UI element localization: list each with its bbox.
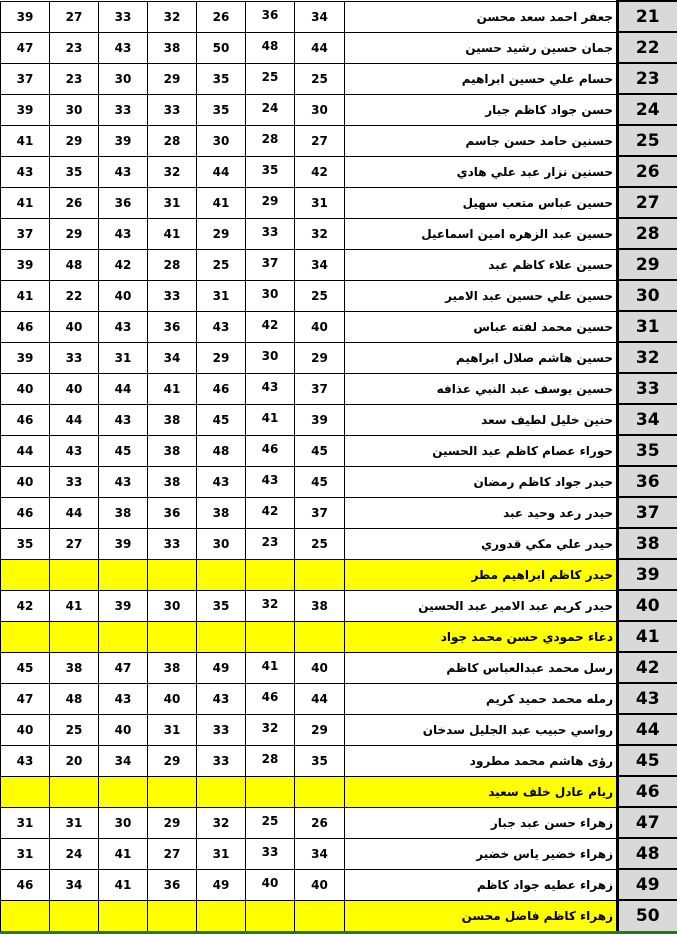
student-name-cell-r42[interactable]: رسل محمد عبدالعباس كاظم — [345, 652, 618, 683]
score-cell-r37-c2[interactable]: 44 — [50, 497, 99, 528]
score-cell-r36-c2[interactable]: 33 — [50, 466, 99, 497]
score-cell-r42-c5[interactable]: 49 — [197, 652, 246, 683]
score-cell-r29-c5[interactable]: 25 — [197, 249, 246, 280]
score-cell-r34-c5[interactable]: 45 — [197, 404, 246, 435]
score-cell-r43-c1[interactable]: 47 — [1, 683, 50, 714]
student-name-cell-r32[interactable]: حسين هاشم صلال ابراهيم — [345, 342, 618, 373]
score-cell-r21-c7[interactable]: 34 — [295, 1, 345, 32]
table-row — [1, 249, 677, 280]
score-cell-r24-c2[interactable]: 30 — [50, 94, 99, 125]
score-cell-r49-c5[interactable]: 49 — [197, 869, 246, 900]
score-cell-r40-c3[interactable]: 39 — [99, 590, 148, 621]
student-name-cell-r37[interactable]: حيدر رعد وحيد عبد — [345, 497, 618, 528]
score-cell-r21-c3[interactable]: 33 — [99, 1, 148, 32]
score-cell-r41-c7[interactable] — [295, 621, 345, 652]
score-cell-r22-c4[interactable]: 38 — [148, 32, 197, 63]
score-cell-r40-c4[interactable]: 30 — [148, 590, 197, 621]
student-name-cell-r35[interactable]: حوراء عصام كاظم عبد الحسين — [345, 435, 618, 466]
score-cell-r38-c4[interactable]: 33 — [148, 528, 197, 559]
score-cell-r36-c4[interactable]: 38 — [148, 466, 197, 497]
score-cell-r47-c7[interactable]: 26 — [295, 807, 345, 838]
score-cell-r43-c2[interactable]: 48 — [50, 683, 99, 714]
score-cell-r39-c1[interactable] — [1, 559, 50, 590]
grade-table-body — [1, 1, 677, 932]
score-cell-r38-c7[interactable]: 25 — [295, 528, 345, 559]
score-cell-r37-c6[interactable]: 42 — [246, 497, 295, 528]
score-cell-r23-c2[interactable]: 23 — [50, 63, 99, 94]
score-cell-r39-c4[interactable] — [148, 559, 197, 590]
score-cell-r38-c6[interactable]: 23 — [246, 528, 295, 559]
score-cell-r23-c7[interactable]: 25 — [295, 63, 345, 94]
score-cell-r22-c5[interactable]: 50 — [197, 32, 246, 63]
student-name-cell-r34[interactable]: حنين خليل لطيف سعد — [345, 404, 618, 435]
row-header-49[interactable]: 49 — [618, 869, 677, 900]
row-header-45[interactable]: 45 — [618, 745, 677, 776]
score-cell-r50-c4[interactable] — [148, 900, 197, 932]
table-row — [1, 869, 677, 900]
score-cell-r47-c6[interactable]: 25 — [246, 807, 295, 838]
row-header-26[interactable]: 26 — [618, 156, 677, 187]
score-cell-r26-c6[interactable]: 35 — [246, 156, 295, 187]
score-cell-r48-c7[interactable]: 34 — [295, 838, 345, 869]
score-cell-r48-c3[interactable]: 41 — [99, 838, 148, 869]
score-cell-r34-c6[interactable]: 41 — [246, 404, 295, 435]
score-cell-r34-c4[interactable]: 38 — [148, 404, 197, 435]
score-cell-r40-c5[interactable]: 35 — [197, 590, 246, 621]
score-cell-r29-c6[interactable]: 37 — [246, 249, 295, 280]
score-cell-r26-c2[interactable]: 35 — [50, 156, 99, 187]
score-cell-r50-c2[interactable] — [50, 900, 99, 932]
score-cell-r39-c7[interactable] — [295, 559, 345, 590]
score-cell-r25-c7[interactable]: 27 — [295, 125, 345, 156]
score-cell-r24-c4[interactable]: 33 — [148, 94, 197, 125]
score-cell-r39-c3[interactable] — [99, 559, 148, 590]
student-name-cell-r50[interactable]: زهراء كاظم فاضل محسن — [345, 900, 618, 932]
score-cell-r30-c6[interactable]: 30 — [246, 280, 295, 311]
score-cell-r31-c3[interactable]: 43 — [99, 311, 148, 342]
row-header-50[interactable]: 50 — [618, 900, 677, 932]
table-row — [1, 838, 677, 869]
score-cell-r44-c5[interactable]: 33 — [197, 714, 246, 745]
score-cell-r42-c6[interactable]: 41 — [246, 652, 295, 683]
student-name-cell-r38[interactable]: حيدر علي مكي قدوري — [345, 528, 618, 559]
student-name-cell-r22[interactable]: جمان حسين رشيد حسين — [345, 32, 618, 63]
table-row — [1, 900, 677, 932]
score-cell-r33-c6[interactable]: 43 — [246, 373, 295, 404]
score-cell-r30-c4[interactable]: 33 — [148, 280, 197, 311]
table-row — [1, 652, 677, 683]
score-cell-r37-c4[interactable]: 36 — [148, 497, 197, 528]
row-header-30[interactable]: 30 — [618, 280, 677, 311]
student-name-cell-r30[interactable]: حسين علي حسين عبد الامير — [345, 280, 618, 311]
score-cell-r32-c4[interactable]: 34 — [148, 342, 197, 373]
score-cell-r25-c6[interactable]: 28 — [246, 125, 295, 156]
score-cell-r44-c6[interactable]: 32 — [246, 714, 295, 745]
score-cell-r33-c4[interactable]: 41 — [148, 373, 197, 404]
table-row — [1, 280, 677, 311]
row-header-23[interactable]: 23 — [618, 63, 677, 94]
student-name-cell-r26[interactable]: حسنين نزار عبد علي هادي — [345, 156, 618, 187]
score-cell-r34-c3[interactable]: 43 — [99, 404, 148, 435]
score-cell-r30-c1[interactable]: 41 — [1, 280, 50, 311]
score-cell-r27-c7[interactable]: 31 — [295, 187, 345, 218]
score-cell-r26-c4[interactable]: 32 — [148, 156, 197, 187]
row-header-24[interactable]: 24 — [618, 94, 677, 125]
student-name-cell-r47[interactable]: زهراء حسن عبد جبار — [345, 807, 618, 838]
score-cell-r49-c3[interactable]: 41 — [99, 869, 148, 900]
table-row — [1, 559, 677, 590]
score-cell-r33-c5[interactable]: 46 — [197, 373, 246, 404]
score-cell-r41-c5[interactable] — [197, 621, 246, 652]
score-cell-r30-c3[interactable]: 40 — [99, 280, 148, 311]
row-header-42[interactable]: 42 — [618, 652, 677, 683]
score-cell-r41-c4[interactable] — [148, 621, 197, 652]
score-cell-r36-c1[interactable]: 40 — [1, 466, 50, 497]
score-cell-r22-c1[interactable]: 47 — [1, 32, 50, 63]
row-header-44[interactable]: 44 — [618, 714, 677, 745]
score-cell-r27-c3[interactable]: 36 — [99, 187, 148, 218]
table-row — [1, 590, 677, 621]
score-cell-r35-c3[interactable]: 45 — [99, 435, 148, 466]
student-name-cell-r24[interactable]: حسن جواد كاظم جبار — [345, 94, 618, 125]
table-row — [1, 156, 677, 187]
score-cell-r43-c6[interactable]: 46 — [246, 683, 295, 714]
score-cell-r31-c7[interactable]: 40 — [295, 311, 345, 342]
score-cell-r24-c5[interactable]: 35 — [197, 94, 246, 125]
table-row — [1, 497, 677, 528]
score-cell-r50-c6[interactable] — [246, 900, 295, 932]
table-row — [1, 404, 677, 435]
score-cell-r36-c3[interactable]: 43 — [99, 466, 148, 497]
table-row — [1, 1, 677, 32]
table-row — [1, 32, 677, 63]
row-header-37[interactable]: 37 — [618, 497, 677, 528]
score-cell-r30-c5[interactable]: 31 — [197, 280, 246, 311]
score-cell-r45-c1[interactable]: 43 — [1, 745, 50, 776]
score-cell-r37-c1[interactable]: 46 — [1, 497, 50, 528]
score-cell-r39-c6[interactable] — [246, 559, 295, 590]
score-cell-r47-c1[interactable]: 31 — [1, 807, 50, 838]
row-header-46[interactable]: 46 — [618, 776, 677, 807]
score-cell-r42-c2[interactable]: 38 — [50, 652, 99, 683]
student-name-cell-r43[interactable]: رمله محمد حميد كريم — [345, 683, 618, 714]
score-cell-r47-c4[interactable]: 29 — [148, 807, 197, 838]
score-cell-r26-c1[interactable]: 43 — [1, 156, 50, 187]
score-cell-r29-c7[interactable]: 34 — [295, 249, 345, 280]
score-cell-r27-c4[interactable]: 31 — [148, 187, 197, 218]
student-name-cell-r45[interactable]: رؤى هاشم محمد مطرود — [345, 745, 618, 776]
student-name-cell-r29[interactable]: حسين علاء كاظم عبد — [345, 249, 618, 280]
score-cell-r32-c1[interactable]: 39 — [1, 342, 50, 373]
score-cell-r26-c7[interactable]: 42 — [295, 156, 345, 187]
score-cell-r37-c5[interactable]: 38 — [197, 497, 246, 528]
score-cell-r42-c3[interactable]: 47 — [99, 652, 148, 683]
score-cell-r28-c2[interactable]: 29 — [50, 218, 99, 249]
score-cell-r47-c2[interactable]: 31 — [50, 807, 99, 838]
score-cell-r48-c1[interactable]: 31 — [1, 838, 50, 869]
student-name-cell-r40[interactable]: حيدر كريم عبد الامير عبد الحسين — [345, 590, 618, 621]
score-cell-r45-c2[interactable]: 20 — [50, 745, 99, 776]
score-cell-r41-c1[interactable] — [1, 621, 50, 652]
table-row — [1, 683, 677, 714]
score-cell-r40-c6[interactable]: 32 — [246, 590, 295, 621]
table-row — [1, 621, 677, 652]
table-row — [1, 528, 677, 559]
score-cell-r38-c1[interactable]: 35 — [1, 528, 50, 559]
score-cell-r38-c5[interactable]: 30 — [197, 528, 246, 559]
score-cell-r28-c4[interactable]: 41 — [148, 218, 197, 249]
score-cell-r23-c1[interactable]: 37 — [1, 63, 50, 94]
score-cell-r29-c3[interactable]: 42 — [99, 249, 148, 280]
score-cell-r49-c4[interactable]: 36 — [148, 869, 197, 900]
score-cell-r32-c7[interactable]: 29 — [295, 342, 345, 373]
score-cell-r49-c1[interactable]: 46 — [1, 869, 50, 900]
score-cell-r48-c5[interactable]: 31 — [197, 838, 246, 869]
row-header-28[interactable]: 28 — [618, 218, 677, 249]
student-name-cell-r31[interactable]: حسين محمد لفته عباس — [345, 311, 618, 342]
row-header-25[interactable]: 25 — [618, 125, 677, 156]
score-cell-r41-c3[interactable] — [99, 621, 148, 652]
score-cell-r49-c7[interactable]: 40 — [295, 869, 345, 900]
score-cell-r28-c7[interactable]: 32 — [295, 218, 345, 249]
table-row — [1, 745, 677, 776]
score-cell-r49-c6[interactable]: 40 — [246, 869, 295, 900]
row-header-47[interactable]: 47 — [618, 807, 677, 838]
score-cell-r41-c6[interactable] — [246, 621, 295, 652]
score-cell-r45-c3[interactable]: 34 — [99, 745, 148, 776]
score-cell-r45-c6[interactable]: 28 — [246, 745, 295, 776]
student-name-cell-r46[interactable]: ريام عادل خلف سعيد — [345, 776, 618, 807]
table-row — [1, 218, 677, 249]
score-cell-r40-c7[interactable]: 38 — [295, 590, 345, 621]
score-cell-r34-c7[interactable]: 39 — [295, 404, 345, 435]
score-cell-r22-c3[interactable]: 43 — [99, 32, 148, 63]
score-cell-r35-c6[interactable]: 46 — [246, 435, 295, 466]
student-name-cell-r23[interactable]: حسام علي حسين ابراهيم — [345, 63, 618, 94]
score-cell-r26-c5[interactable]: 44 — [197, 156, 246, 187]
score-cell-r33-c7[interactable]: 37 — [295, 373, 345, 404]
score-cell-r28-c6[interactable]: 33 — [246, 218, 295, 249]
score-cell-r48-c2[interactable]: 24 — [50, 838, 99, 869]
row-header-36[interactable]: 36 — [618, 466, 677, 497]
score-cell-r39-c2[interactable] — [50, 559, 99, 590]
score-cell-r29-c4[interactable]: 28 — [148, 249, 197, 280]
score-cell-r25-c2[interactable]: 29 — [50, 125, 99, 156]
score-cell-r23-c6[interactable]: 25 — [246, 63, 295, 94]
score-cell-r35-c2[interactable]: 43 — [50, 435, 99, 466]
row-header-29[interactable]: 29 — [618, 249, 677, 280]
table-row — [1, 373, 677, 404]
score-cell-r29-c1[interactable]: 39 — [1, 249, 50, 280]
student-name-cell-r36[interactable]: حيدر جواد كاظم رمضان — [345, 466, 618, 497]
score-cell-r44-c2[interactable]: 25 — [50, 714, 99, 745]
table-row — [1, 187, 677, 218]
score-cell-r41-c2[interactable] — [50, 621, 99, 652]
score-cell-r47-c3[interactable]: 30 — [99, 807, 148, 838]
score-cell-r50-c7[interactable] — [295, 900, 345, 932]
score-cell-r27-c2[interactable]: 26 — [50, 187, 99, 218]
score-cell-r38-c2[interactable]: 27 — [50, 528, 99, 559]
score-cell-r21-c5[interactable]: 26 — [197, 1, 246, 32]
score-cell-r37-c7[interactable]: 37 — [295, 497, 345, 528]
table-row — [1, 94, 677, 125]
row-header-41[interactable]: 41 — [618, 621, 677, 652]
student-name-cell-r33[interactable]: حسين يوسف عبد النبي عذافه — [345, 373, 618, 404]
score-cell-r44-c7[interactable]: 29 — [295, 714, 345, 745]
score-cell-r25-c4[interactable]: 28 — [148, 125, 197, 156]
score-cell-r30-c7[interactable]: 25 — [295, 280, 345, 311]
score-cell-r48-c4[interactable]: 27 — [148, 838, 197, 869]
student-name-cell-r41[interactable]: دعاء حمودي حسن محمد جواد — [345, 621, 618, 652]
score-cell-r39-c5[interactable] — [197, 559, 246, 590]
score-cell-r24-c3[interactable]: 33 — [99, 94, 148, 125]
score-cell-r22-c6[interactable]: 48 — [246, 32, 295, 63]
score-cell-r26-c3[interactable]: 43 — [99, 156, 148, 187]
score-cell-r35-c1[interactable]: 44 — [1, 435, 50, 466]
student-name-cell-r48[interactable]: زهراء خضير ياس خضير — [345, 838, 618, 869]
score-cell-r24-c7[interactable]: 30 — [295, 94, 345, 125]
row-header-33[interactable]: 33 — [618, 373, 677, 404]
score-cell-r27-c5[interactable]: 41 — [197, 187, 246, 218]
score-cell-r22-c2[interactable]: 23 — [50, 32, 99, 63]
score-cell-r24-c6[interactable]: 24 — [246, 94, 295, 125]
score-cell-r32-c2[interactable]: 33 — [50, 342, 99, 373]
row-header-21[interactable]: 21 — [618, 1, 677, 32]
score-cell-r50-c1[interactable] — [1, 900, 50, 932]
table-row — [1, 807, 677, 838]
score-cell-r36-c5[interactable]: 43 — [197, 466, 246, 497]
table-row — [1, 714, 677, 745]
score-cell-r40-c2[interactable]: 41 — [50, 590, 99, 621]
score-cell-r44-c3[interactable]: 40 — [99, 714, 148, 745]
score-cell-r32-c6[interactable]: 30 — [246, 342, 295, 373]
score-cell-r31-c4[interactable]: 36 — [148, 311, 197, 342]
score-cell-r31-c2[interactable]: 40 — [50, 311, 99, 342]
score-cell-r50-c5[interactable] — [197, 900, 246, 932]
score-cell-r40-c1[interactable]: 42 — [1, 590, 50, 621]
score-cell-r35-c4[interactable]: 38 — [148, 435, 197, 466]
score-cell-r44-c4[interactable]: 31 — [148, 714, 197, 745]
score-cell-r42-c4[interactable]: 38 — [148, 652, 197, 683]
score-cell-r48-c6[interactable]: 33 — [246, 838, 295, 869]
row-header-40[interactable]: 40 — [618, 590, 677, 621]
score-cell-r34-c2[interactable]: 44 — [50, 404, 99, 435]
score-cell-r45-c5[interactable]: 33 — [197, 745, 246, 776]
score-cell-r27-c6[interactable]: 29 — [246, 187, 295, 218]
score-cell-r43-c7[interactable]: 44 — [295, 683, 345, 714]
student-name-cell-r25[interactable]: حسنين حامد حسن جاسم — [345, 125, 618, 156]
table-row — [1, 63, 677, 94]
score-cell-r32-c5[interactable]: 29 — [197, 342, 246, 373]
row-header-38[interactable]: 38 — [618, 528, 677, 559]
score-cell-r43-c4[interactable]: 40 — [148, 683, 197, 714]
score-cell-r29-c2[interactable]: 48 — [50, 249, 99, 280]
score-cell-r30-c2[interactable]: 22 — [50, 280, 99, 311]
score-cell-r36-c6[interactable]: 43 — [246, 466, 295, 497]
student-name-cell-r28[interactable]: حسين عبد الزهره امين اسماعيل — [345, 218, 618, 249]
score-cell-r23-c3[interactable]: 30 — [99, 63, 148, 94]
score-cell-r35-c5[interactable]: 48 — [197, 435, 246, 466]
score-cell-r45-c7[interactable]: 35 — [295, 745, 345, 776]
score-cell-r42-c1[interactable]: 45 — [1, 652, 50, 683]
table-row — [1, 466, 677, 497]
score-cell-r36-c7[interactable]: 45 — [295, 466, 345, 497]
score-cell-r23-c5[interactable]: 35 — [197, 63, 246, 94]
score-cell-r25-c5[interactable]: 30 — [197, 125, 246, 156]
row-header-35[interactable]: 35 — [618, 435, 677, 466]
score-cell-r45-c4[interactable]: 29 — [148, 745, 197, 776]
row-header-43[interactable]: 43 — [618, 683, 677, 714]
score-cell-r34-c1[interactable]: 46 — [1, 404, 50, 435]
score-cell-r21-c1[interactable]: 39 — [1, 1, 50, 32]
score-cell-r28-c5[interactable]: 29 — [197, 218, 246, 249]
score-cell-r35-c7[interactable]: 45 — [295, 435, 345, 466]
score-cell-r32-c3[interactable]: 31 — [99, 342, 148, 373]
student-name-cell-r39[interactable]: حيدر كاظم ابراهيم مطر — [345, 559, 618, 590]
score-cell-r21-c6[interactable]: 36 — [246, 1, 295, 32]
student-name-cell-r27[interactable]: حسين عباس متعب سهيل — [345, 187, 618, 218]
score-cell-r25-c3[interactable]: 39 — [99, 125, 148, 156]
score-cell-r33-c3[interactable]: 44 — [99, 373, 148, 404]
row-header-27[interactable]: 27 — [618, 187, 677, 218]
score-cell-r37-c3[interactable]: 38 — [99, 497, 148, 528]
table-row — [1, 311, 677, 342]
student-name-cell-r49[interactable]: زهراء عطيه جواد كاظم — [345, 869, 618, 900]
score-cell-r28-c3[interactable]: 43 — [99, 218, 148, 249]
student-name-cell-r21[interactable]: جعفر احمد سعد محسن — [345, 1, 618, 32]
score-cell-r27-c1[interactable]: 41 — [1, 187, 50, 218]
table-row — [1, 435, 677, 466]
table-row — [1, 342, 677, 373]
score-cell-r38-c3[interactable]: 39 — [99, 528, 148, 559]
score-cell-r24-c1[interactable]: 39 — [1, 94, 50, 125]
score-cell-r43-c5[interactable]: 43 — [197, 683, 246, 714]
student-name-cell-r44[interactable]: رواسي حبيب عبد الجليل سدخان — [345, 714, 618, 745]
score-cell-r22-c7[interactable]: 44 — [295, 32, 345, 63]
row-header-48[interactable]: 48 — [618, 838, 677, 869]
row-header-39[interactable]: 39 — [618, 559, 677, 590]
row-header-31[interactable]: 31 — [618, 311, 677, 342]
score-cell-r31-c1[interactable]: 46 — [1, 311, 50, 342]
score-cell-r47-c5[interactable]: 32 — [197, 807, 246, 838]
score-cell-r23-c4[interactable]: 29 — [148, 63, 197, 94]
row-header-34[interactable]: 34 — [618, 404, 677, 435]
score-cell-r44-c1[interactable]: 40 — [1, 714, 50, 745]
row-header-32[interactable]: 32 — [618, 342, 677, 373]
score-cell-r31-c6[interactable]: 42 — [246, 311, 295, 342]
row-header-22[interactable]: 22 — [618, 32, 677, 63]
score-cell-r28-c1[interactable]: 37 — [1, 218, 50, 249]
score-cell-r21-c4[interactable]: 32 — [148, 1, 197, 32]
score-cell-r31-c5[interactable]: 43 — [197, 311, 246, 342]
score-cell-r42-c7[interactable]: 40 — [295, 652, 345, 683]
score-cell-r43-c3[interactable]: 43 — [99, 683, 148, 714]
score-cell-r21-c2[interactable]: 27 — [50, 1, 99, 32]
score-cell-r33-c1[interactable]: 40 — [1, 373, 50, 404]
score-cell-r33-c2[interactable]: 40 — [50, 373, 99, 404]
score-cell-r49-c2[interactable]: 34 — [50, 869, 99, 900]
score-cell-r50-c3[interactable] — [99, 900, 148, 932]
score-cell-r25-c1[interactable]: 41 — [1, 125, 50, 156]
table-row — [1, 125, 677, 156]
